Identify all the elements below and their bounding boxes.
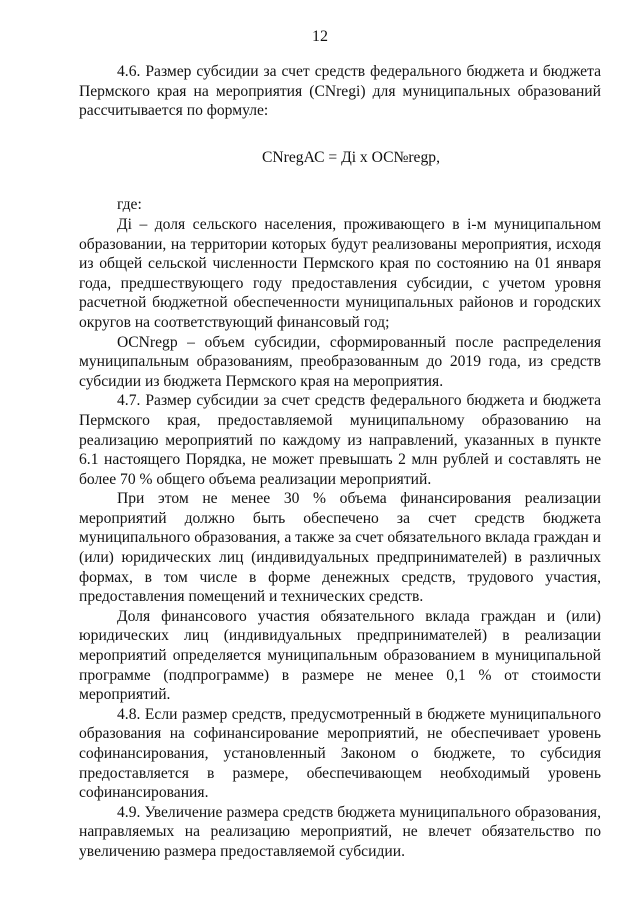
where-label: где: [117,196,142,214]
document-body [79,62,601,862]
definition-d: Дi – доля сельского населения, проживающего в i-м муниципальном образовании, на территории которых будут реализованы мероприятия, исходя из общей сельской численности Пермского края по состоянию на 01 января года, предшествующего году предоставления субсидии, с учетом уровня расчетной бюджетной обеспеченности муниципальных районов и городских округов на соответствующий финансовый год; [79,215,601,331]
paragraph-4-8: 4.8. Если размер средств, предусмотренный в бюджете муниципального образования на софинансирование мероприятий, не обеспечивает уровень софинансирования, установленный Законом о бюджете, то субсидия предоставляется в размере, обеспечивающем необходимый уровень софинансирования. [79,705,601,802]
definition-oc: OCNregр – объем субсидии, сформированный после распределения муниципальным образованиям, преобразованным до 2019 года, из средств субсидии из бюджета Пермского края на мероприятия. [79,333,601,390]
formula: CNregАС = Дi x ОС№regр, [262,148,440,166]
paragraph-4-6: 4.6. Размер субсидии за счет средств федерального бюджета и бюджета Пермского края на мероприятия (CNregi) для муниципальных образований рассчитывается по формуле: [79,63,601,120]
paragraph-4-9: 4.9. Увеличение размера средств бюджета муниципального образования, направляемых на реализацию мероприятий, не влечет обязательство по увеличению размера предоставляемой субсидии. [79,803,601,860]
paragraph-4-7-share: Доля финансового участия обязательного вклада граждан и (или) юридических лиц (индивидуальных предпринимателей) в реализации мероприятий определяется муниципальным образованием в муниципальной программе (подпрограмме) в размере не менее 0,1 % от стоимости мероприятий. [79,607,601,704]
page-number: 12 [312,28,328,45]
paragraph-4-7: 4.7. Размер субсидии за счет средств федерального бюджета и бюджета Пермского края, предоставляемой муниципальному образованию на реализацию мероприятий по каждому из направлений, указанных в пункте 6.1 настоящего Порядка, не может превышать 2 млн рублей и составлять не более 70 % общего объема реализации мероприятий. [79,392,601,488]
paragraph-4-7-cofinancing: При этом не менее 30 % объема финансирования реализации мероприятий должно быть обеспечено за счет средств бюджета муниципального образования, а также за счет обязательного вклада граждан и (или) юридических лиц (индивидуальных предпринимателей) в различных формах, в том числе в форме денежных средств, трудового участия, предоставления помещений и технических средств. [79,490,601,606]
